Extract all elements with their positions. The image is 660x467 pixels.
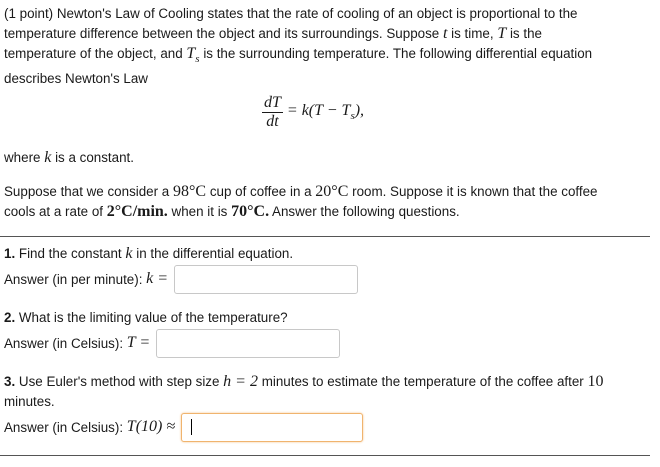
intro-text: is the — [509, 26, 542, 41]
intro-line-4: describes Newton's Law — [4, 71, 148, 87]
coffee-temp: 98°C — [173, 183, 207, 200]
fraction-numerator: dT — [264, 94, 281, 111]
differential-equation — [262, 94, 364, 131]
intro-line-2 — [4, 24, 654, 44]
answer-math: k = — [146, 270, 169, 287]
answer-input-wrapper — [181, 413, 363, 442]
answer-math: T = — [126, 334, 151, 351]
question-2 — [4, 308, 340, 358]
answer-label: Answer (in Celsius): — [4, 335, 124, 351]
question-3-text-cont: minutes. — [4, 394, 55, 409]
intro-text: is time, — [451, 26, 494, 41]
constant-note: where k is a constant. — [4, 149, 134, 166]
intro-text: is the surrounding temperature. The following differential equation — [203, 46, 593, 61]
answer-math: T(10) ≈ — [126, 418, 176, 435]
scenario-line-1: Suppose that we consider a 98°C cup of coffee in a 20°C room. Suppose it is known that the coffee — [4, 183, 598, 200]
symbol-k: k — [44, 149, 52, 166]
question-3 — [4, 372, 604, 442]
scenario-text — [4, 182, 654, 222]
answer-label: Answer (in per minute): — [4, 271, 143, 287]
room-temp: 20°C — [315, 183, 349, 200]
answer-input-euler[interactable] — [181, 413, 363, 442]
derivative-fraction — [262, 94, 283, 131]
intro-line-1: (1 point) Newton's Law of Cooling states that the rate of cooling of an object is proportional to the — [4, 6, 578, 21]
symbol-T: T — [497, 25, 507, 42]
scenario-line-2: cools at a rate of 2°C/min. when it is 70°C. Answer the following questions. — [4, 203, 460, 220]
fraction-denominator: dt — [266, 113, 279, 130]
divider — [0, 455, 650, 456]
intro-text: temperature difference between the object and its surroundings. Suppose — [4, 26, 440, 41]
question-1-text: 1. Find the constant k in the differential equation. — [4, 245, 294, 262]
intro-text: temperature of the object, and — [4, 46, 183, 61]
question-2-answer-row — [4, 328, 340, 358]
symbol-Ts: $T_s$ — [186, 45, 200, 66]
step-size: h = 2 — [223, 373, 258, 390]
answer-label: Answer (in Celsius): — [4, 419, 124, 435]
question-3-text: 3. Use Euler's method with step size h = 2 minutes to estimate the temperature of the coffee after 10 — [4, 373, 604, 390]
answer-input-k[interactable] — [174, 265, 358, 294]
cooling-rate: 2°C/min. — [106, 203, 168, 220]
equation-rhs: = $k(T - T_s)$, — [286, 102, 365, 123]
question-2-text: 2. What is the limiting value of the temperature? — [4, 310, 288, 325]
minutes-value: 10 — [587, 373, 604, 390]
text-caret — [191, 419, 192, 435]
question-1 — [4, 244, 358, 294]
reference-temp: 70°C. — [231, 203, 270, 220]
question-3-answer-row — [4, 412, 604, 442]
divider — [0, 236, 650, 237]
symbol-t: t — [442, 25, 448, 42]
answer-input-limit-temp[interactable] — [156, 329, 340, 358]
intro-line-3 — [4, 44, 654, 69]
problem-intro — [4, 4, 654, 89]
question-1-answer-row — [4, 264, 358, 294]
